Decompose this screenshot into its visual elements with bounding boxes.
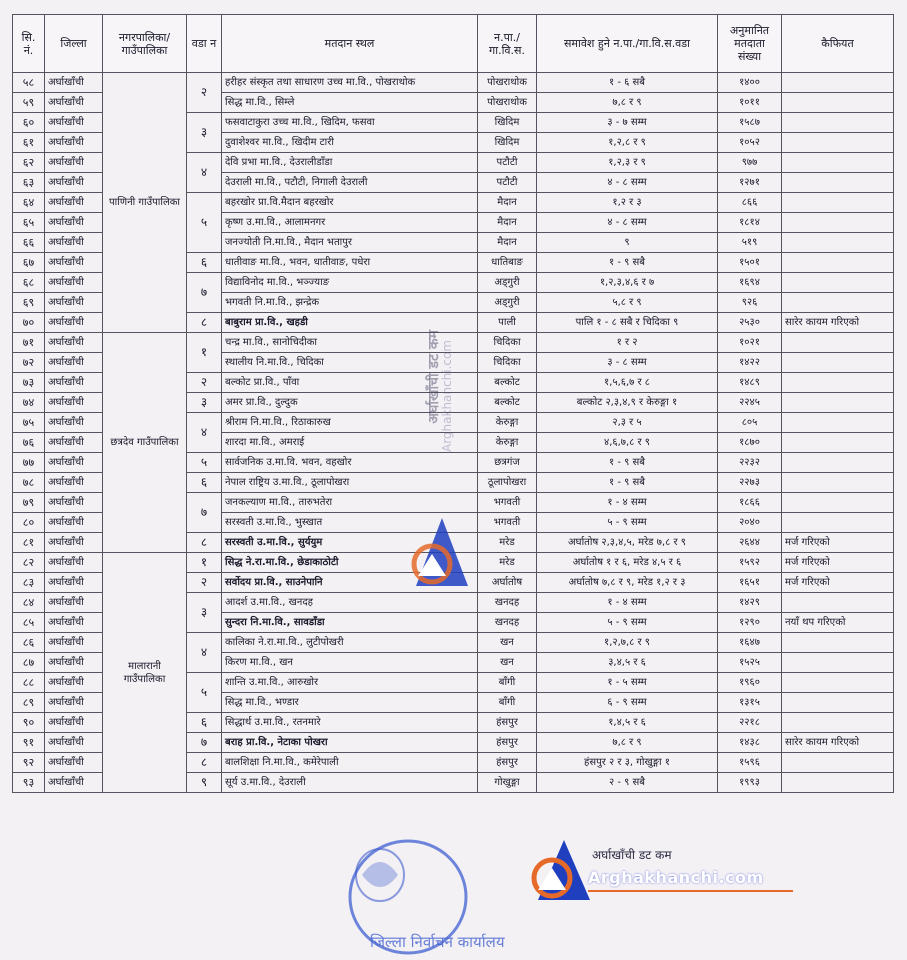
voters-cell: १६९४ [718, 273, 782, 293]
serial-number-cell: ७० [13, 313, 45, 333]
district-cell: अर्घाखाँची [45, 693, 103, 713]
polling-place-cell: श्रीराम नि.मा.वि., रिठाकारुख [222, 413, 478, 433]
remarks-cell [782, 473, 894, 493]
ward-cell: ५ [187, 193, 222, 253]
included-wards-cell: १ - ९ सबै [537, 453, 718, 473]
included-wards-cell: १,२,३,४,६ र ७ [537, 273, 718, 293]
remarks-cell [782, 273, 894, 293]
district-cell: अर्घाखाँची [45, 73, 103, 93]
ward-cell: ९ [187, 773, 222, 793]
remarks-cell [782, 253, 894, 273]
vdc-cell: हंसपुर [478, 713, 537, 733]
included-wards-cell: १ - ९ सबै [537, 473, 718, 493]
remarks-cell [782, 393, 894, 413]
remarks-cell [782, 633, 894, 653]
vdc-cell: अड्गुरी [478, 273, 537, 293]
polling-place-cell: कालिका ने.रा.मा.वि., लुटीपोखरी [222, 633, 478, 653]
polling-place-cell: बल्कोट प्रा.वि., पाँवा [222, 373, 478, 393]
included-wards-cell: ३ - ७ सम्म [537, 113, 718, 133]
serial-number-cell: ८१ [13, 533, 45, 553]
polling-place-cell: किरण मा.वि., खन [222, 653, 478, 673]
polling-place-cell: नेपाल राष्ट्रिय उ.मा.वि., ठूलापोखरा [222, 473, 478, 493]
remarks-cell [782, 353, 894, 373]
ward-cell: ५ [187, 673, 222, 713]
vdc-cell: खन [478, 653, 537, 673]
header-included-wards: समावेश हुने न.पा./गा.वि.स.वडा [537, 15, 718, 73]
included-wards-cell: बल्कोट २,३,४,९ र केरुङ्गा १ [537, 393, 718, 413]
vdc-cell: खन [478, 633, 537, 653]
remarks-cell: मर्ज गरिएको [782, 553, 894, 573]
vdc-cell: मैदान [478, 233, 537, 253]
district-cell: अर्घाखाँची [45, 753, 103, 773]
ward-cell: ४ [187, 633, 222, 673]
included-wards-cell: अर्घातोष १ र ६, मरेड ४,५ र ६ [537, 553, 718, 573]
vdc-cell: मरेड [478, 533, 537, 553]
municipality-cell: मालारानी गाउँपालिका [103, 553, 187, 793]
polling-place-cell: सरस्वती उ.मा.वि., भुस्खात [222, 513, 478, 533]
ward-cell: १ [187, 553, 222, 573]
polling-place-cell: बराह प्रा.वि., नेटाका पोखरा [222, 733, 478, 753]
serial-number-cell: ९२ [13, 753, 45, 773]
vdc-cell: चिदिका [478, 353, 537, 373]
remarks-cell: नयाँ थप गरिएको [782, 613, 894, 633]
district-cell: अर्घाखाँची [45, 613, 103, 633]
ward-cell: ८ [187, 753, 222, 773]
polling-place-cell: भगवती नि.मा.वि., झन्द्रेक [222, 293, 478, 313]
ward-cell: ७ [187, 273, 222, 313]
district-cell: अर्घाखाँची [45, 553, 103, 573]
remarks-cell [782, 453, 894, 473]
remarks-cell [782, 193, 894, 213]
voters-cell: ८०५ [718, 413, 782, 433]
voters-cell: १०११ [718, 93, 782, 113]
ward-cell: ५ [187, 453, 222, 473]
polling-place-cell: सिद्ध ने.रा.मा.वि., छेडाकाठोटी [222, 553, 478, 573]
serial-number-cell: ८६ [13, 633, 45, 653]
watermark-url: Arghakhanchi.com [440, 340, 454, 453]
district-cell: अर्घाखाँची [45, 573, 103, 593]
serial-number-cell: ६९ [13, 293, 45, 313]
included-wards-cell: १ - ९ सबै [537, 253, 718, 273]
serial-number-cell: ६७ [13, 253, 45, 273]
vdc-cell: पटौटी [478, 173, 537, 193]
serial-number-cell: ७४ [13, 393, 45, 413]
ward-cell: ४ [187, 153, 222, 193]
remarks-cell [782, 93, 894, 113]
serial-number-cell: ८४ [13, 593, 45, 613]
included-wards-cell: १ - ४ सम्म [537, 493, 718, 513]
polling-place-cell: जनज्योती नि.मा.वि., मैदान भतापुर [222, 233, 478, 253]
district-cell: अर्घाखाँची [45, 513, 103, 533]
vdc-cell: अड्गुरी [478, 293, 537, 313]
district-cell: अर्घाखाँची [45, 213, 103, 233]
remarks-cell [782, 773, 894, 793]
included-wards-cell: ३,४,५ र ६ [537, 653, 718, 673]
header-ward: वडा न [187, 15, 222, 73]
header-sn: सि. नं. [13, 15, 45, 73]
vdc-cell: अर्घातोष [478, 573, 537, 593]
header-polling-place: मतदान स्थल [222, 15, 478, 73]
vdc-cell: बाँगी [478, 693, 537, 713]
voters-cell: १४३८ [718, 733, 782, 753]
district-cell: अर्घाखाँची [45, 253, 103, 273]
included-wards-cell: ५ - ९ सम्म [537, 513, 718, 533]
vdc-cell: पटौटी [478, 153, 537, 173]
voters-cell: १४२२ [718, 353, 782, 373]
vdc-cell: भगवती [478, 493, 537, 513]
vdc-cell: खनदह [478, 593, 537, 613]
voters-cell: २५३० [718, 313, 782, 333]
included-wards-cell: ५,८ र ९ [537, 293, 718, 313]
vdc-cell: केरुङ्गा [478, 413, 537, 433]
vdc-cell: मैदान [478, 193, 537, 213]
polling-place-cell: सूर्य उ.मा.वि., देउराली [222, 773, 478, 793]
included-wards-cell: ९ [537, 233, 718, 253]
remarks-cell [782, 713, 894, 733]
polling-place-cell: बालशिक्षा नि.मा.वि., कमेरेपाली [222, 753, 478, 773]
district-cell: अर्घाखाँची [45, 93, 103, 113]
serial-number-cell: ९३ [13, 773, 45, 793]
polling-place-cell: चन्द्र मा.वि., सानोचिदीका [222, 333, 478, 353]
remarks-cell [782, 173, 894, 193]
brand-title: अर्घाखाँची डट कम [592, 848, 672, 862]
serial-number-cell: ८३ [13, 573, 45, 593]
ward-cell: ३ [187, 593, 222, 633]
polling-place-cell: सिद्ध मा.वि., भण्डार [222, 693, 478, 713]
voters-cell: १८६६ [718, 493, 782, 513]
polling-place-cell: आदर्श उ.मा.वि., खनदह [222, 593, 478, 613]
remarks-cell [782, 73, 894, 93]
included-wards-cell: १,२,३ र ९ [537, 153, 718, 173]
district-cell: अर्घाखाँची [45, 473, 103, 493]
brand-logo-icon [528, 838, 590, 904]
serial-number-cell: ६४ [13, 193, 45, 213]
serial-number-cell: ७९ [13, 493, 45, 513]
district-cell: अर्घाखाँची [45, 673, 103, 693]
voters-cell: १२९० [718, 613, 782, 633]
polling-place-cell: हरीहर संस्कृत तथा साधारण उच्च मा.वि., पोखराथोक [222, 73, 478, 93]
vdc-cell: खिदिम [478, 133, 537, 153]
polling-place-cell: कृष्ण उ.मा.वि., आलामनगर [222, 213, 478, 233]
remarks-cell [782, 593, 894, 613]
ward-cell: ६ [187, 713, 222, 733]
voters-cell: १३१५ [718, 693, 782, 713]
header-vdc: न.पा./ गा.वि.स. [478, 15, 537, 73]
office-stamp-icon [340, 835, 505, 960]
serial-number-cell: ९१ [13, 733, 45, 753]
serial-number-cell: ७१ [13, 333, 45, 353]
vdc-cell: पोखराथोक [478, 73, 537, 93]
polling-place-cell: शान्ति उ.मा.वि., आरुखोर [222, 673, 478, 693]
district-cell: अर्घाखाँची [45, 433, 103, 453]
vdc-cell: मरेड [478, 553, 537, 573]
serial-number-cell: ८० [13, 513, 45, 533]
serial-number-cell: ८७ [13, 653, 45, 673]
vdc-cell: पाली [478, 313, 537, 333]
polling-place-cell: देवि प्रभा मा.वि., देउरालीडाँडा [222, 153, 478, 173]
polling-place-cell: अमर प्रा.वि., दुल्दुक [222, 393, 478, 413]
ward-cell: २ [187, 73, 222, 113]
vdc-cell: बल्कोट [478, 373, 537, 393]
included-wards-cell: १ - ५ सम्म [537, 673, 718, 693]
remarks-cell: मर्ज गरिएको [782, 573, 894, 593]
voters-cell: १५२५ [718, 653, 782, 673]
vdc-cell: खिदिम [478, 113, 537, 133]
vdc-cell: बल्कोट [478, 393, 537, 413]
district-cell: अर्घाखाँची [45, 593, 103, 613]
vdc-cell: गोखुङ्गा [478, 773, 537, 793]
district-cell: अर्घाखाँची [45, 313, 103, 333]
included-wards-cell: ५ - ९ सम्म [537, 613, 718, 633]
serial-number-cell: ८२ [13, 553, 45, 573]
voters-cell: २२१८ [718, 713, 782, 733]
included-wards-cell: २,३ र ५ [537, 413, 718, 433]
vdc-cell: बाँगी [478, 673, 537, 693]
header-remarks: कैफियत [782, 15, 894, 73]
voters-cell: २२७३ [718, 473, 782, 493]
district-cell: अर्घाखाँची [45, 713, 103, 733]
voters-cell: १५९२ [718, 553, 782, 573]
serial-number-cell: ९० [13, 713, 45, 733]
district-cell: अर्घाखाँची [45, 113, 103, 133]
serial-number-cell: ६६ [13, 233, 45, 253]
voters-cell: १४२९ [718, 593, 782, 613]
included-wards-cell: ६ - ९ सम्म [537, 693, 718, 713]
ward-cell: ३ [187, 393, 222, 413]
included-wards-cell: १,२,८ र ९ [537, 133, 718, 153]
voters-cell: १४०० [718, 73, 782, 93]
polling-place-cell: शारदा मा.वि., अमराई [222, 433, 478, 453]
serial-number-cell: ८९ [13, 693, 45, 713]
district-cell: अर्घाखाँची [45, 533, 103, 553]
remarks-cell [782, 333, 894, 353]
district-cell: अर्घाखाँची [45, 173, 103, 193]
serial-number-cell: ८५ [13, 613, 45, 633]
included-wards-cell: १,२,७,८ र ९ [537, 633, 718, 653]
vdc-cell: हंसपुर [478, 733, 537, 753]
serial-number-cell: ६० [13, 113, 45, 133]
vdc-cell: हंसपुर [478, 753, 537, 773]
vdc-cell: भगवती [478, 513, 537, 533]
district-cell: अर्घाखाँची [45, 453, 103, 473]
polling-place-cell: जनकल्याण मा.वि., तारुभतेरा [222, 493, 478, 513]
voters-cell: १८१४ [718, 213, 782, 233]
remarks-cell [782, 513, 894, 533]
district-cell: अर्घाखाँची [45, 233, 103, 253]
ward-cell: ८ [187, 533, 222, 553]
vdc-cell: खनदह [478, 613, 537, 633]
table-row [13, 73, 894, 93]
ward-cell: ७ [187, 733, 222, 753]
ward-cell: ६ [187, 253, 222, 273]
polling-place-cell: स्थालीय नि.मा.वि., चिदिका [222, 353, 478, 373]
serial-number-cell: ८८ [13, 673, 45, 693]
vdc-cell: छत्रगंज [478, 453, 537, 473]
remarks-cell [782, 673, 894, 693]
polling-place-cell: फसवाटाकुरा उच्च मा.वि., खिदिम, फसवा [222, 113, 478, 133]
remarks-cell [782, 233, 894, 253]
watermark-text: अर्घाखाँची डट कम [426, 330, 442, 424]
polling-place-cell: सरस्वती उ.मा.वि., सुर्ययुम [222, 533, 478, 553]
district-cell: अर्घाखाँची [45, 373, 103, 393]
district-cell: अर्घाखाँची [45, 773, 103, 793]
ward-cell: ६ [187, 473, 222, 493]
ward-cell: २ [187, 373, 222, 393]
included-wards-cell: अर्घातोष २,३,४,५, मरेड ७,८ र ९ [537, 533, 718, 553]
header-voters: अनुमानित मतदाता संख्या [718, 15, 782, 73]
polling-place-cell: सिद्धार्थ उ.मा.वि., रतनमारे [222, 713, 478, 733]
polling-place-cell: देउराली मा.वि., पटौटी, निगाली देउराली [222, 173, 478, 193]
polling-place-cell: बाबुराम प्रा.वि., खहडी [222, 313, 478, 333]
voters-cell: १६५१ [718, 573, 782, 593]
included-wards-cell: १ - ६ सबै [537, 73, 718, 93]
district-cell: अर्घाखाँची [45, 273, 103, 293]
voters-cell: १९९३ [718, 773, 782, 793]
voters-cell: १४८९ [718, 373, 782, 393]
voters-cell: १०५२ [718, 133, 782, 153]
remarks-cell [782, 373, 894, 393]
district-cell: अर्घाखाँची [45, 293, 103, 313]
serial-number-cell: ६२ [13, 153, 45, 173]
district-cell: अर्घाखाँची [45, 653, 103, 673]
included-wards-cell: पालि १ - ८ सबै र चिदिका ९ [537, 313, 718, 333]
serial-number-cell: ६५ [13, 213, 45, 233]
remarks-cell [782, 293, 894, 313]
vdc-cell: चिदिका [478, 333, 537, 353]
voters-cell: १६४७ [718, 633, 782, 653]
remarks-cell: मर्ज गरिएको [782, 533, 894, 553]
municipality-cell: छत्रदेव गाउँपालिका [103, 333, 187, 553]
remarks-cell: सारेर कायम गरिएको [782, 733, 894, 753]
district-cell: अर्घाखाँची [45, 633, 103, 653]
district-cell: अर्घाखाँची [45, 353, 103, 373]
polling-place-cell: सिद्ध मा.वि., सिम्ले [222, 93, 478, 113]
included-wards-cell: २ - ९ सबै [537, 773, 718, 793]
brand-underline [588, 890, 793, 892]
voters-cell: १९६० [718, 673, 782, 693]
remarks-cell [782, 113, 894, 133]
serial-number-cell: ७३ [13, 373, 45, 393]
serial-number-cell: ५८ [13, 73, 45, 93]
municipality-cell: पाणिनी गाउँपालिका [103, 73, 187, 333]
ward-cell: ४ [187, 413, 222, 453]
voters-cell: ९२६ [718, 293, 782, 313]
polling-place-cell: सार्वजनिक उ.मा.वि. भवन, वहखोर [222, 453, 478, 473]
vdc-cell: पोखराथोक [478, 93, 537, 113]
ward-cell: ७ [187, 493, 222, 533]
vdc-cell: केरुङ्गा [478, 433, 537, 453]
district-cell: अर्घाखाँची [45, 133, 103, 153]
serial-number-cell: ७८ [13, 473, 45, 493]
polling-place-cell: विद्याविनोद मा.वि., भञ्ज्याङ [222, 273, 478, 293]
voters-cell: १०२१ [718, 333, 782, 353]
included-wards-cell: ७,८ र ९ [537, 733, 718, 753]
included-wards-cell: ३ - ८ सम्म [537, 353, 718, 373]
voters-cell: १८७० [718, 433, 782, 453]
serial-number-cell: ५९ [13, 93, 45, 113]
polling-place-cell: दुवाशेश्वर मा.वि., खिदीम टारी [222, 133, 478, 153]
voters-cell: ९७७ [718, 153, 782, 173]
polling-place-cell: सर्वोदय प्रा.वि., साउनेपानि [222, 573, 478, 593]
included-wards-cell: १ र २ [537, 333, 718, 353]
ward-cell: १ [187, 333, 222, 373]
polling-place-cell: बहरखोर प्रा.वि.मैदान बहरखोर [222, 193, 478, 213]
remarks-cell [782, 213, 894, 233]
remarks-cell [782, 493, 894, 513]
remarks-cell [782, 653, 894, 673]
ward-cell: ३ [187, 113, 222, 153]
voters-cell: ८६६ [718, 193, 782, 213]
brand-footer [528, 838, 798, 904]
voters-cell: २२४५ [718, 393, 782, 413]
included-wards-cell: १,५,६,७ र ८ [537, 373, 718, 393]
included-wards-cell: अर्घातोष ७,८ र ९, मरेड १,२ र ३ [537, 573, 718, 593]
voters-cell: ५१९ [718, 233, 782, 253]
voters-cell: १५०१ [718, 253, 782, 273]
district-cell: अर्घाखाँची [45, 153, 103, 173]
serial-number-cell: ७२ [13, 353, 45, 373]
remarks-cell: सारेर कायम गरिएको [782, 313, 894, 333]
district-cell: अर्घाखाँची [45, 733, 103, 753]
stamp-text: जिल्ला निर्वाचन कार्यालय [370, 933, 505, 951]
voters-cell: १५९६ [718, 753, 782, 773]
remarks-cell [782, 153, 894, 173]
included-wards-cell: हंसपुर २ र ३, गोखुङ्गा १ [537, 753, 718, 773]
serial-number-cell: ६३ [13, 173, 45, 193]
vdc-cell: ठूलापोखरा [478, 473, 537, 493]
brand-url[interactable]: Arghakhanchi.com [588, 868, 764, 887]
included-wards-cell: ४,६,७,८ र ९ [537, 433, 718, 453]
included-wards-cell: ७,८ र ९ [537, 93, 718, 113]
district-cell: अर्घाखाँची [45, 493, 103, 513]
serial-number-cell: ७७ [13, 453, 45, 473]
ward-cell: २ [187, 573, 222, 593]
included-wards-cell: १,२ र ३ [537, 193, 718, 213]
voters-cell: २६४४ [718, 533, 782, 553]
remarks-cell [782, 433, 894, 453]
voters-cell: २०४० [718, 513, 782, 533]
district-cell: अर्घाखाँची [45, 333, 103, 353]
header-district: जिल्ला [45, 15, 103, 73]
voters-cell: १५८७ [718, 113, 782, 133]
remarks-cell [782, 133, 894, 153]
remarks-cell [782, 753, 894, 773]
ward-cell: ८ [187, 313, 222, 333]
vdc-cell: धातिबाङ [478, 253, 537, 273]
remarks-cell [782, 693, 894, 713]
included-wards-cell: ४ - ८ सम्म [537, 213, 718, 233]
vdc-cell: मैदान [478, 213, 537, 233]
serial-number-cell: ६१ [13, 133, 45, 153]
serial-number-cell: ७६ [13, 433, 45, 453]
voters-cell: १२७१ [718, 173, 782, 193]
polling-place-cell: सुन्दरा नि.मा.वि., सावडाँडा [222, 613, 478, 633]
district-cell: अर्घाखाँची [45, 413, 103, 433]
district-cell: अर्घाखाँची [45, 393, 103, 413]
serial-number-cell: ७५ [13, 413, 45, 433]
serial-number-cell: ६८ [13, 273, 45, 293]
included-wards-cell: १ - ४ सम्म [537, 593, 718, 613]
voters-cell: २२३२ [718, 453, 782, 473]
included-wards-cell: १,४,५ र ६ [537, 713, 718, 733]
polling-place-cell: धातीवाङ मा.वि., भवन, धातीवाङ, पधेरा [222, 253, 478, 273]
header-municipality: नगरपालिका/ गाउँपालिका [103, 15, 187, 73]
included-wards-cell: ४ - ८ सम्म [537, 173, 718, 193]
remarks-cell [782, 413, 894, 433]
watermark-logo-icon [402, 318, 472, 598]
district-cell: अर्घाखाँची [45, 193, 103, 213]
